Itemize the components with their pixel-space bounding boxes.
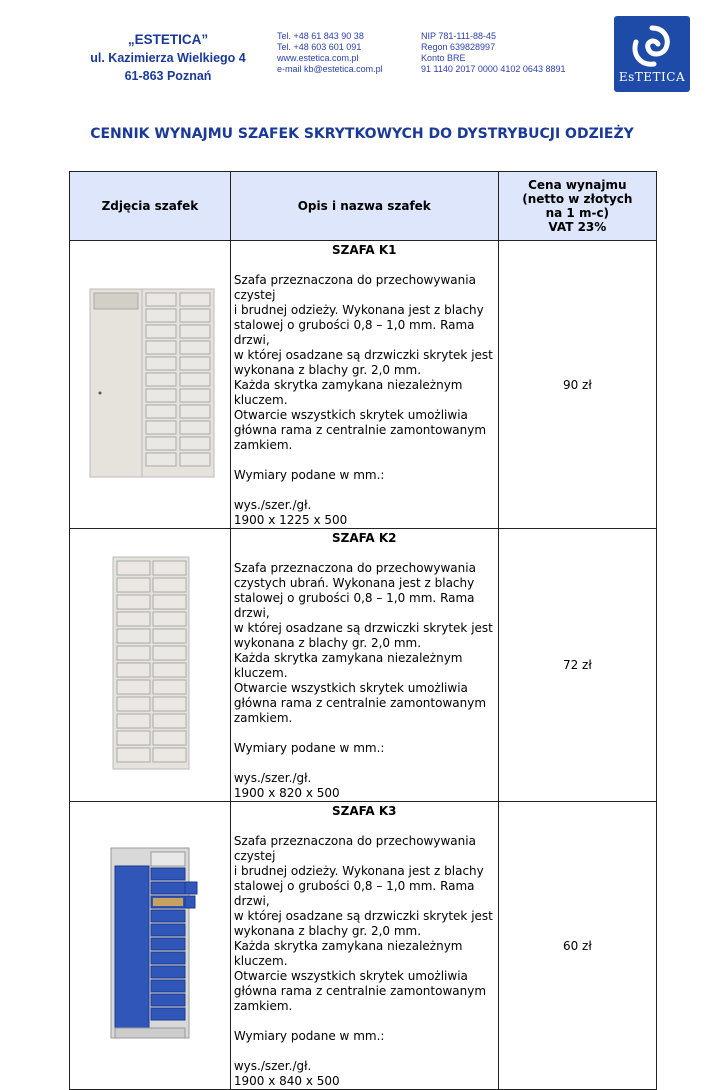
dimensions-order: wys./szer./gł. (233, 498, 312, 512)
cabinet-photo-k3 (70, 802, 231, 1090)
desc-line: główna rama z centralnie zamontowanym (233, 696, 487, 710)
dimensions-order: wys./szer./gł. (233, 771, 312, 785)
cabinet-name: SZAFA K2 (331, 531, 397, 545)
company-name: „ESTETICA” (127, 32, 209, 47)
desc-line: stalowej o grubości 0,8 – 1,0 mm. Rama drzwi, (233, 879, 475, 908)
nip-number: NIP 781-111-88-45 (421, 31, 497, 41)
header-price-line4: VAT 23% (548, 220, 607, 234)
dimensions-label: Wymiary podane w mm.: (233, 1029, 385, 1043)
header-description: Opis i nazwa szafek (230, 172, 498, 241)
desc-line: Każda skrytka zamykana niezależnym kluczem. (233, 939, 463, 968)
cabinet-description-k3 (230, 802, 498, 1090)
desc-line: Szafa przeznaczona do przechowywania (233, 561, 476, 575)
desc-line: Szafa przeznaczona do przechowywania czystej (233, 273, 476, 302)
desc-line: główna rama z centralnie zamontowanym (233, 984, 487, 998)
company-address (78, 31, 258, 85)
regon-number: Regon 639828997 (421, 42, 496, 52)
desc-line: stalowej o grubości 0,8 – 1,0 mm. Rama drzwi, (233, 318, 475, 347)
contact-info (277, 31, 383, 75)
dimensions-label: Wymiary podane w mm.: (233, 468, 385, 482)
header-price-line3: na 1 m-c) (545, 206, 610, 220)
table-row (70, 802, 657, 1090)
desc-line: Otwarcie wszystkich skrytek umożliwia (233, 681, 468, 695)
email-link[interactable]: e-mail kb@estetica.com.pl (277, 64, 383, 74)
phone-2: Tel. +48 603 601 091 (277, 42, 362, 52)
desc-line: zamkiem. (233, 438, 293, 452)
table-row (70, 241, 657, 529)
cabinet-photo-k1 (70, 241, 231, 529)
desc-line: czystych ubrań. Wykonana jest z blachy (233, 576, 475, 590)
cabinet-name: SZAFA K3 (331, 804, 397, 818)
price-k3: 60 zł (498, 802, 656, 1090)
desc-line: i brudnej odzieży. Wykonana jest z blachy (233, 864, 484, 878)
price-table (69, 171, 657, 1090)
company-registration (421, 31, 565, 75)
cabinet-k2-image (95, 553, 205, 773)
cabinet-description-k2 (230, 529, 498, 802)
desc-line: Każda skrytka zamykana niezależnym kluczem. (233, 378, 463, 407)
desc-line: główna rama z centralnie zamontowanym (233, 423, 487, 437)
cabinet-name: SZAFA K1 (331, 243, 397, 257)
dimensions-value: 1900 x 820 x 500 (233, 786, 340, 800)
dimensions-value: 1900 x 840 x 500 (233, 1074, 340, 1088)
company-city: 61-863 Poznań (124, 69, 212, 83)
desc-line: wykonana z blachy gr. 2,0 mm. (233, 363, 422, 377)
estetica-logo (614, 16, 690, 92)
phone-1: Tel. +48 61 843 90 38 (277, 31, 364, 41)
desc-line: w której osadzane są drzwiczki skrytek jest (233, 348, 493, 362)
desc-line: w której osadzane są drzwiczki skrytek jest (233, 909, 493, 923)
bank-account: 91 1140 2017 0000 4102 0643 8891 (421, 64, 566, 74)
desc-line: zamkiem. (233, 711, 293, 725)
table-row (70, 529, 657, 802)
company-street: ul. Kazimierza Wielkiego 4 (90, 51, 246, 65)
bank-name: Konto BRE (421, 53, 466, 63)
cabinet-k3-image (85, 844, 215, 1044)
desc-line: Każda skrytka zamykana niezależnym kluczem. (233, 651, 463, 680)
desc-line: Szafa przeznaczona do przechowywania czystej (233, 834, 476, 863)
cabinet-photo-k2 (70, 529, 231, 802)
document-title: CENNIK WYNAJMU SZAFEK SKRYTKOWYCH DO DYSTRYBUCJI ODZIEŻY (90, 126, 634, 142)
header-photos: Zdjęcia szafek (70, 172, 231, 241)
desc-line: stalowej o grubości 0,8 – 1,0 mm. Rama drzwi, (233, 591, 475, 620)
website-link[interactable]: www.estetica.com.pl (277, 53, 359, 63)
price-k1: 90 zł (498, 241, 656, 529)
desc-line: i brudnej odzieży. Wykonana jest z blachy (233, 303, 484, 317)
dimensions-label: Wymiary podane w mm.: (233, 741, 385, 755)
header-price-line2: (netto w złotych (522, 192, 633, 206)
dimensions-order: wys./szer./gł. (233, 1059, 312, 1073)
desc-line: wykonana z blachy gr. 2,0 mm. (233, 924, 422, 938)
cabinet-k1-image (80, 283, 220, 483)
table-header-row (70, 172, 657, 241)
header-price-line1: Cena wynajmu (528, 178, 627, 192)
desc-line: Otwarcie wszystkich skrytek umożliwia (233, 408, 468, 422)
dimensions-value: 1900 x 1225 x 500 (233, 513, 348, 527)
logo-text: EsTETICA (618, 70, 686, 84)
desc-line: wykonana z blachy gr. 2,0 mm. (233, 636, 422, 650)
price-k2: 72 zł (498, 529, 656, 802)
header-price (498, 172, 656, 241)
desc-line: Otwarcie wszystkich skrytek umożliwia (233, 969, 468, 983)
cabinet-description-k1 (230, 241, 498, 529)
desc-line: w której osadzane są drzwiczki skrytek jest (233, 621, 493, 635)
desc-line: zamkiem. (233, 999, 293, 1013)
